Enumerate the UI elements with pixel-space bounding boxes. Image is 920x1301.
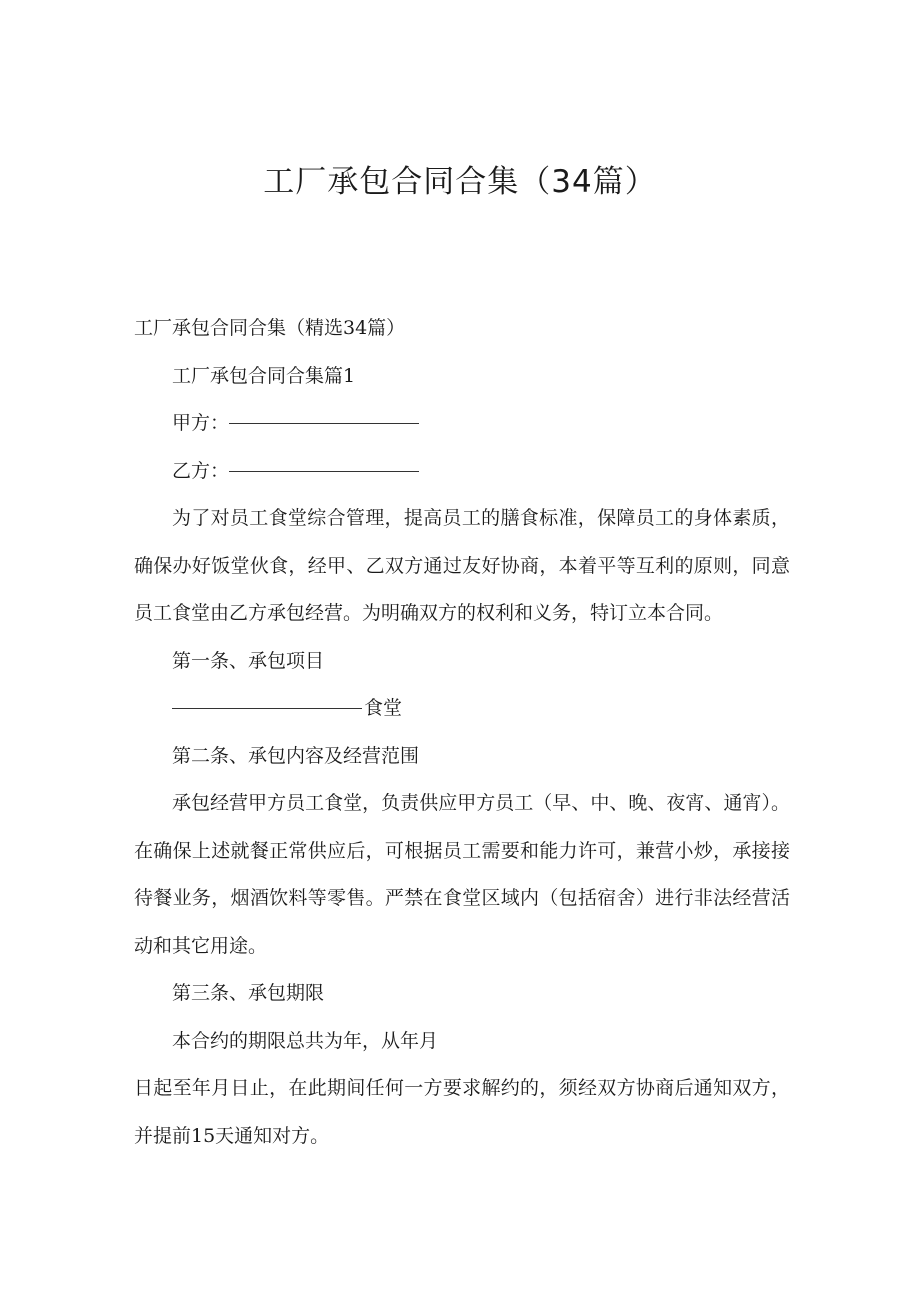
intro-paragraph: 为了对员工食堂综合管理，提高员工的膳食标准，保障员工的身体素质，确保办好饭堂伙食，经甲、乙双方通过友好协商，本着平等互利的原则，同意员工食堂由乙方承包经营。为明确双方的权利和义务，特订立本合同。 (134, 507, 790, 624)
party-a-line (134, 400, 790, 448)
article-1-line (134, 685, 790, 733)
article-3-heading: 第三条、承包期限 (172, 982, 325, 1004)
collection-subtitle: 工厂承包合同合集（精选34篇） (134, 317, 406, 339)
article-2-body: 承包经营甲方员工食堂，负责供应甲方员工（早、中、晚、夜宵、通宵）。在确保上述就餐正常供应后，可根据员工需要和能力许可，兼营小炒，承接接待餐业务，烟酒饮料等零售。严禁在食堂区域内（包括宿舍）进行非法经营活动和其它用途。 (134, 792, 790, 957)
section-heading: 工厂承包合同合集篇1 (172, 364, 356, 387)
article-3-line-1: 本合约的期限总共为年，从年月 (172, 1029, 439, 1052)
party-a-blank (229, 422, 419, 424)
party-b-line (134, 448, 790, 496)
party-b-blank (229, 470, 419, 472)
document-body (134, 305, 790, 1160)
article-1-heading: 第一条、承包项目 (172, 649, 325, 672)
article-1-suffix: 食堂 (364, 697, 403, 719)
party-a-label: 甲方： (172, 412, 230, 434)
article-3-line-2: 日起至年月日止，在此期间任何一方要求解约的，须经双方协商后通知双方，并提前15天通知对方。 (134, 1077, 790, 1147)
article-2-heading: 第二条、承包内容及经营范围 (172, 744, 420, 767)
document-title: 工厂承包合同合集（34篇） (263, 164, 657, 200)
party-b-label: 乙方： (172, 459, 230, 482)
canteen-name-blank (172, 707, 362, 709)
